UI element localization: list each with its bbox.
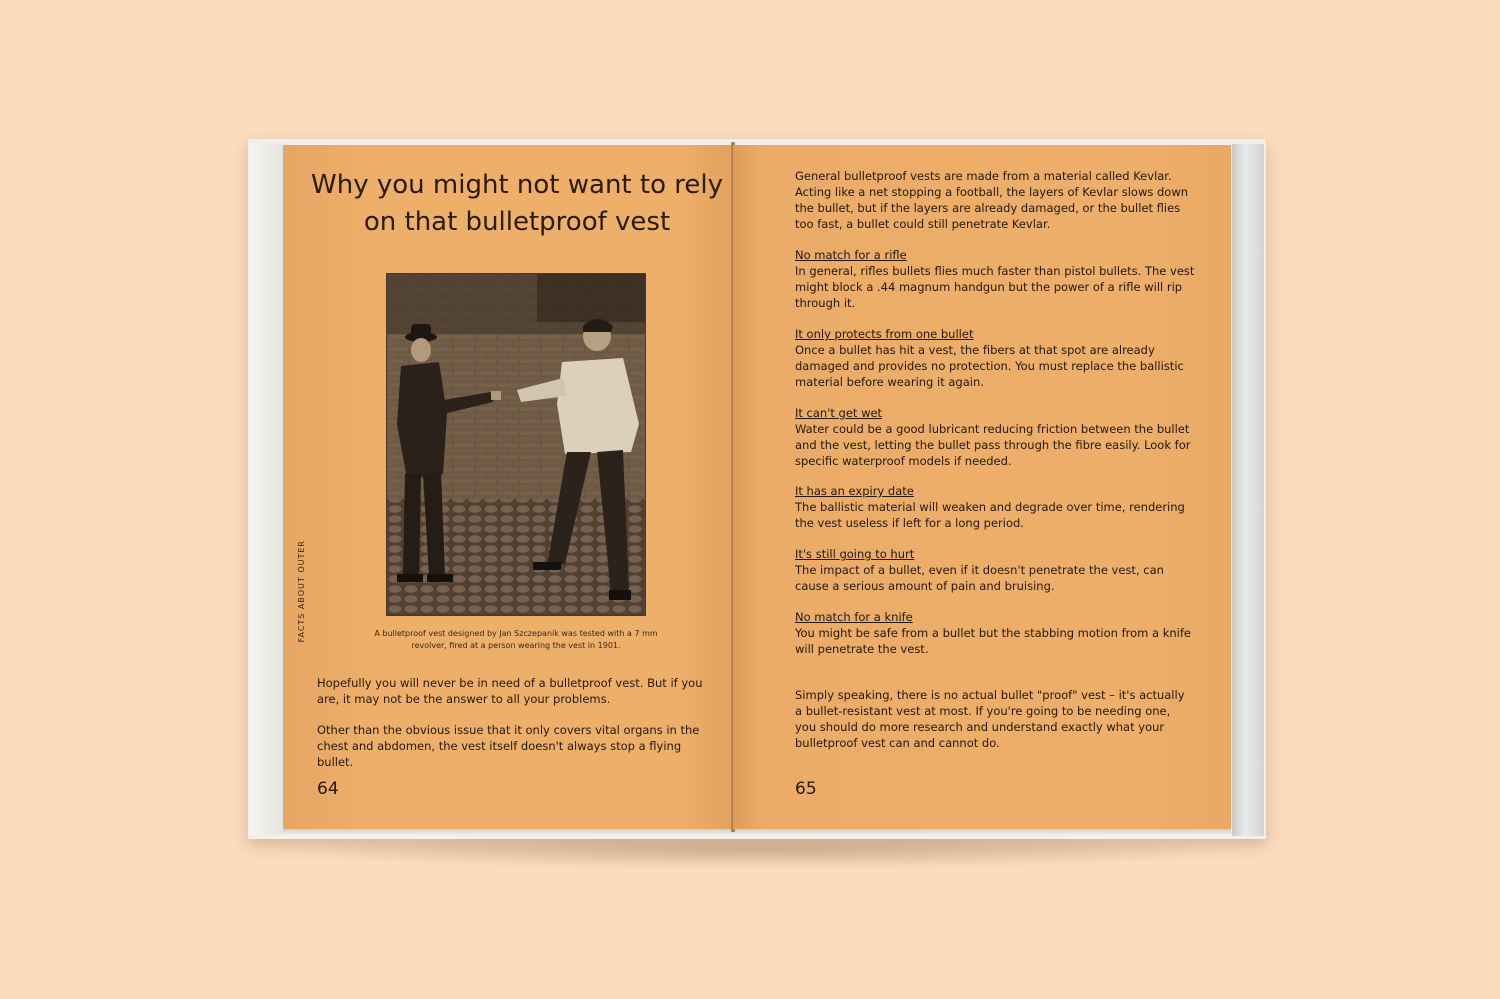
right-page: [733, 145, 1231, 829]
page-title: Why you might not want to rely on that bulletproof vest: [311, 170, 723, 237]
section-heading: No match for a rifle: [795, 248, 907, 262]
section-expiry: [795, 483, 1195, 531]
photo-caption: A bulletproof vest designed by Jan Szczepanik was tested with a 7 mm revolver, fired at a person wearing the vest in 1901.: [374, 629, 658, 650]
section-one-bullet: [795, 326, 1195, 390]
section-heading: It has an expiry date: [795, 484, 914, 498]
section-text: In general, rifles bullets flies much faster than pistol bullets. The vest might block a .44 magnum handgun but the power of a rifle will rip through it.: [795, 264, 1195, 310]
historic-photo: [386, 273, 646, 616]
section-heading: It only protects from one bullet: [795, 327, 974, 341]
section-rifle: [795, 247, 1195, 311]
section-knife: [795, 609, 1195, 657]
section-text: The ballistic material will weaken and degrade over time, rendering the vest useless if left for a long period.: [795, 500, 1185, 530]
section-hurt: [795, 546, 1195, 594]
section-text: Once a bullet has hit a vest, the fibers at that spot are already damaged and provides no protection. You must replace the ballistic material before wearing it again.: [795, 343, 1184, 389]
left-paragraph-2: Other than the obvious issue that it only covers vital organs in the chest and abdomen, the vest itself doesn't always stop a flying bullet.: [317, 723, 700, 769]
left-paragraph-1: Hopefully you will never be in need of a bulletproof vest. But if you are, it may not be the answer to all your problems.: [317, 676, 703, 706]
section-text: Water could be a good lubricant reducing friction between the bullet and the vest, letting the bullet pass through the fibre easily. Look for specific waterproof models if needed.: [795, 422, 1191, 468]
left-page: [283, 145, 733, 829]
cover-edge-left: [250, 143, 284, 835]
page-number-left: 64: [317, 779, 339, 799]
section-text: You might be safe from a bullet but the stabbing motion from a knife will penetrate the vest.: [795, 626, 1191, 656]
section-heading: It's still going to hurt: [795, 547, 915, 561]
side-label: FACTS ABOUT OUTER: [297, 540, 306, 643]
right-conclusion: Simply speaking, there is no actual bullet "proof" vest – it's actually a bullet-resistant vest at most. If you're going to be needing one, you should do more research and understand exactly what your bulletproof vest can and cannot do.: [795, 688, 1185, 750]
section-wet: [795, 405, 1195, 469]
photo-illustration: [387, 274, 645, 615]
right-intro: General bulletproof vests are made from a material called Kevlar. Acting like a net stopping a football, the layers of Kevlar slows down the bullet, but if the layers are already damaged, or the bullet flies too fast, a bullet could still penetrate Kevlar.: [795, 169, 1189, 231]
section-heading: No match for a knife: [795, 610, 913, 624]
section-heading: It can't get wet: [795, 406, 883, 420]
page-bottom-edge: [283, 829, 1231, 835]
page-stack-edge: [1232, 144, 1264, 836]
page-number-right: 65: [795, 779, 817, 799]
section-text: The impact of a bullet, even if it doesn't penetrate the vest, can cause a serious amount of pain and bruising.: [795, 563, 1164, 593]
